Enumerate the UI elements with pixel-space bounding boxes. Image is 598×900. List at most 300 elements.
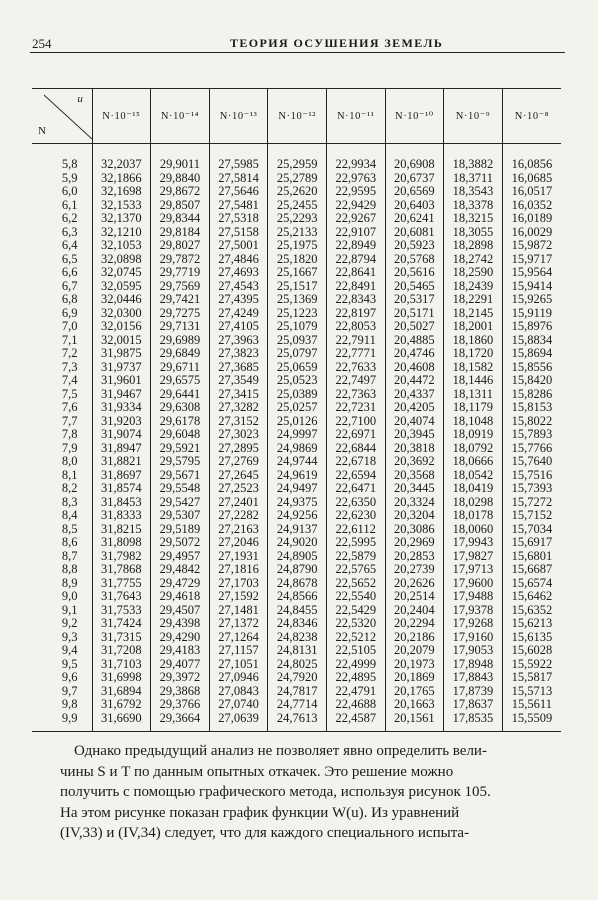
value-cell: 22,4688 [326, 698, 385, 712]
value-cell: 17,9600 [444, 577, 503, 591]
value-cell: 15,7640 [502, 455, 561, 469]
value-cell: 24,9497 [268, 482, 327, 496]
row-label-cell: 6,1 [61, 197, 78, 212]
row-label-cell: 6,2 [61, 211, 78, 225]
value-cell: 29,5307 [151, 509, 210, 523]
value-cell: 20,3324 [385, 496, 444, 510]
value-cell: 27,5158 [209, 226, 268, 240]
value-cell: 16,0189 [502, 212, 561, 226]
value-cell: 20,3945 [385, 428, 444, 442]
value-cell: 31,6690 [92, 712, 151, 732]
value-cell: 20,4205 [385, 401, 444, 415]
value-cell: 20,5171 [385, 307, 444, 321]
row-label-cell: 7,2 [61, 346, 78, 360]
value-cell: 31,8821 [92, 455, 151, 469]
value-cell: 31,9601 [92, 374, 151, 388]
value-cell: 15,7893 [502, 428, 561, 442]
value-cell: 27,3282 [209, 401, 268, 415]
value-cell: 29,4618 [151, 590, 210, 604]
table-row [32, 239, 561, 253]
column-header: N·10⁻¹⁴ [151, 89, 210, 144]
table-row [32, 320, 561, 334]
value-cell: 32,1053 [92, 239, 151, 253]
value-cell: 29,3868 [151, 685, 210, 699]
value-cell: 24,7613 [268, 712, 327, 732]
value-cell: 17,8843 [444, 671, 503, 685]
table-row [32, 401, 561, 415]
value-cell: 18,0298 [444, 496, 503, 510]
value-cell: 15,8834 [502, 334, 561, 348]
value-cell: 20,3568 [385, 469, 444, 483]
table-row [32, 293, 561, 307]
value-cell: 31,7643 [92, 590, 151, 604]
value-cell: 24,8025 [268, 658, 327, 672]
value-cell: 27,1931 [209, 550, 268, 564]
paragraph-line: чины S и T по данным опытных откачек. Это решение можно [60, 763, 454, 780]
row-label-cell: 9,2 [61, 616, 78, 630]
value-cell: 18,0792 [444, 442, 503, 456]
value-cell: 18,2145 [444, 307, 503, 321]
value-cell: 22,7231 [326, 401, 385, 415]
value-cell: 20,6241 [385, 212, 444, 226]
table-row [32, 226, 561, 240]
value-cell: 29,6849 [151, 347, 210, 361]
value-cell: 20,4074 [385, 415, 444, 429]
value-cell: 17,8535 [444, 712, 503, 732]
value-cell: 20,4746 [385, 347, 444, 361]
value-cell: 22,8949 [326, 239, 385, 253]
table-row [32, 388, 561, 402]
value-cell: 27,2401 [209, 496, 268, 510]
data-table [32, 89, 561, 731]
value-cell: 27,4105 [209, 320, 268, 334]
value-cell: 15,9119 [502, 307, 561, 321]
value-cell: 15,9564 [502, 266, 561, 280]
value-cell: 31,8574 [92, 482, 151, 496]
page-number: 254 [32, 36, 52, 51]
value-cell: 29,6441 [151, 388, 210, 402]
value-cell: 20,6403 [385, 199, 444, 213]
value-cell: 18,2742 [444, 253, 503, 267]
value-cell: 29,6308 [151, 401, 210, 415]
value-cell: 25,2959 [268, 158, 327, 172]
row-label-cell: 9,8 [61, 697, 78, 711]
table-row [32, 455, 561, 469]
table-row [32, 482, 561, 496]
row-label-cell: 7,7 [61, 413, 78, 428]
table-row [32, 536, 561, 550]
value-cell: 22,4791 [326, 685, 385, 699]
row-label-cell: 8,9 [61, 575, 78, 590]
table-row [32, 334, 561, 348]
paragraph-line: На этом рисунке показан график функции W(u). Из уравнений [60, 804, 460, 821]
value-cell: 24,9619 [268, 469, 327, 483]
value-cell: 25,0659 [268, 361, 327, 375]
table-row [32, 253, 561, 267]
value-cell: 20,4885 [385, 334, 444, 348]
value-cell: 20,4608 [385, 361, 444, 375]
value-cell: 15,8286 [502, 388, 561, 402]
value-cell: 20,1765 [385, 685, 444, 699]
value-cell: 31,7315 [92, 631, 151, 645]
value-cell: 24,9020 [268, 536, 327, 550]
value-cell: 20,1663 [385, 698, 444, 712]
table-row [32, 347, 561, 361]
value-cell: 18,0919 [444, 428, 503, 442]
value-cell: 27,1703 [209, 577, 268, 591]
value-cell: 17,9713 [444, 563, 503, 577]
value-cell: 27,3823 [209, 347, 268, 361]
value-cell: 25,2133 [268, 226, 327, 240]
value-cell: 31,6998 [92, 671, 151, 685]
value-cell: 20,1973 [385, 658, 444, 672]
value-cell: 15,6352 [502, 604, 561, 618]
value-cell: 27,5985 [209, 158, 268, 172]
value-cell: 27,1372 [209, 617, 268, 631]
table-row [32, 685, 561, 699]
value-cell: 29,4077 [151, 658, 210, 672]
value-cell: 27,1481 [209, 604, 268, 618]
value-cell: 29,8672 [151, 185, 210, 199]
value-cell: 17,9827 [444, 550, 503, 564]
value-cell: 32,1370 [92, 212, 151, 226]
value-cell: 20,2186 [385, 631, 444, 645]
value-cell: 29,5072 [151, 536, 210, 550]
value-cell: 25,2455 [268, 199, 327, 213]
value-cell: 22,4587 [326, 712, 385, 732]
value-cell: 18,1446 [444, 374, 503, 388]
corner-cell [32, 89, 92, 144]
value-cell: 31,9875 [92, 347, 151, 361]
value-cell: 24,7714 [268, 698, 327, 712]
value-cell: 22,6594 [326, 469, 385, 483]
value-cell: 18,2898 [444, 239, 503, 253]
row-label-cell: 6,4 [61, 238, 78, 252]
value-cell: 27,5814 [209, 172, 268, 186]
value-cell: 22,5995 [326, 536, 385, 550]
value-cell: 15,6801 [502, 550, 561, 564]
value-cell: 31,9737 [92, 361, 151, 375]
value-cell: 27,2895 [209, 442, 268, 456]
value-cell: 22,5540 [326, 590, 385, 604]
value-cell: 18,2590 [444, 266, 503, 280]
value-cell: 20,2739 [385, 563, 444, 577]
value-cell: 22,8053 [326, 320, 385, 334]
row-label-cell: 6,8 [61, 292, 78, 306]
value-cell: 29,4729 [151, 577, 210, 591]
table-row [32, 280, 561, 294]
value-cell: 27,4395 [209, 293, 268, 307]
value-cell: 31,7868 [92, 563, 151, 577]
value-cell: 22,5765 [326, 563, 385, 577]
value-cell: 31,9074 [92, 428, 151, 442]
value-cell: 22,4999 [326, 658, 385, 672]
value-cell: 20,6908 [385, 158, 444, 172]
running-title: ТЕОРИЯ ОСУШЕНИЯ ЗЕМЕЛЬ [230, 36, 444, 50]
table-row [32, 158, 561, 172]
value-cell: 29,7421 [151, 293, 210, 307]
table-body [32, 144, 561, 732]
row-label-cell: 7,8 [61, 427, 78, 441]
value-cell: 29,3766 [151, 698, 210, 712]
value-cell: 32,0898 [92, 253, 151, 267]
value-cell: 25,2789 [268, 172, 327, 186]
value-cell: 22,8343 [326, 293, 385, 307]
value-cell: 20,3692 [385, 455, 444, 469]
value-cell: 18,3055 [444, 226, 503, 240]
value-cell: 22,5320 [326, 617, 385, 631]
value-cell: 25,2293 [268, 212, 327, 226]
value-cell: 32,1866 [92, 172, 151, 186]
table-row [32, 523, 561, 537]
value-cell: 22,9763 [326, 172, 385, 186]
row-label-cell: 6,7 [61, 278, 78, 293]
spacer-row [32, 144, 561, 159]
row-label-cell: 7,4 [61, 373, 78, 387]
table-row [32, 361, 561, 375]
value-cell: 22,5105 [326, 644, 385, 658]
value-cell: 15,8556 [502, 361, 561, 375]
value-cell: 18,0419 [444, 482, 503, 496]
body-paragraph [60, 741, 560, 844]
row-label-cell: 6,6 [61, 265, 78, 279]
value-cell: 15,7272 [502, 496, 561, 510]
row-label-cell: 9,7 [61, 683, 78, 698]
value-cell: 15,6574 [502, 577, 561, 591]
value-cell: 22,9934 [326, 158, 385, 172]
value-cell: 15,7766 [502, 442, 561, 456]
value-cell: 25,0797 [268, 347, 327, 361]
row-label-cell: 7,6 [61, 400, 78, 414]
value-cell: 29,8027 [151, 239, 210, 253]
value-cell: 22,9107 [326, 226, 385, 240]
row-label-cell: 8,1 [61, 467, 78, 482]
value-cell: 25,1223 [268, 307, 327, 321]
value-cell: 29,7131 [151, 320, 210, 334]
value-cell: 25,0126 [268, 415, 327, 429]
value-cell: 32,0156 [92, 320, 151, 334]
value-cell: 29,7275 [151, 307, 210, 321]
row-label-cell: 9,5 [61, 656, 78, 671]
value-cell: 27,3963 [209, 334, 268, 348]
value-cell: 22,8641 [326, 266, 385, 280]
value-cell: 27,1816 [209, 563, 268, 577]
table-row [32, 577, 561, 591]
value-cell: 15,7393 [502, 482, 561, 496]
table-row [32, 712, 561, 732]
value-cell: 25,0937 [268, 334, 327, 348]
value-cell: 17,8739 [444, 685, 503, 699]
value-cell: 22,6350 [326, 496, 385, 510]
value-cell: 25,0257 [268, 401, 327, 415]
value-cell: 18,0666 [444, 455, 503, 469]
value-cell: 17,8948 [444, 658, 503, 672]
value-cell: 32,2037 [92, 158, 151, 172]
value-cell: 29,6048 [151, 428, 210, 442]
value-cell: 20,4337 [385, 388, 444, 402]
value-cell: 18,1179 [444, 401, 503, 415]
value-cell: 20,5768 [385, 253, 444, 267]
value-cell: 22,7633 [326, 361, 385, 375]
value-cell: 27,0740 [209, 698, 268, 712]
value-cell: 20,3204 [385, 509, 444, 523]
value-cell: 29,6178 [151, 415, 210, 429]
value-cell: 22,7100 [326, 415, 385, 429]
value-cell: 20,3086 [385, 523, 444, 537]
row-label-cell: 9,3 [61, 629, 78, 644]
row-label-cell: 6,0 [61, 184, 78, 198]
value-cell: 27,3152 [209, 415, 268, 429]
value-cell: 15,8694 [502, 347, 561, 361]
column-header: N·10⁻¹² [268, 89, 327, 144]
row-label-cell: 5,8 [61, 157, 78, 171]
value-cell: 24,9997 [268, 428, 327, 442]
value-cell: 18,1311 [444, 388, 503, 402]
value-cell: 27,3023 [209, 428, 268, 442]
value-cell: 15,5509 [502, 712, 561, 732]
value-cell: 16,0517 [502, 185, 561, 199]
value-cell: 24,9256 [268, 509, 327, 523]
value-cell: 25,1079 [268, 320, 327, 334]
value-cell: 22,7363 [326, 388, 385, 402]
value-cell: 31,9203 [92, 415, 151, 429]
column-header: N·10⁻¹⁵ [92, 89, 151, 144]
table-row [32, 631, 561, 645]
value-cell: 24,9375 [268, 496, 327, 510]
table-row [32, 415, 561, 429]
value-cell: 22,8197 [326, 307, 385, 321]
column-header: N·10⁻⁸ [502, 89, 561, 144]
value-cell: 20,3445 [385, 482, 444, 496]
value-cell: 15,7516 [502, 469, 561, 483]
value-cell: 22,8491 [326, 280, 385, 294]
value-cell: 22,8794 [326, 253, 385, 267]
value-cell: 27,1157 [209, 644, 268, 658]
value-cell: 22,5212 [326, 631, 385, 645]
value-cell: 27,5481 [209, 199, 268, 213]
paragraph-line: Однако предыдущий анализ не позволяет явно определить вели- [74, 743, 487, 759]
value-cell: 31,6894 [92, 685, 151, 699]
table-row [32, 199, 561, 213]
table-row [32, 550, 561, 564]
value-cell: 20,6081 [385, 226, 444, 240]
value-cell: 18,1582 [444, 361, 503, 375]
value-cell: 15,5817 [502, 671, 561, 685]
value-cell: 31,7208 [92, 644, 151, 658]
table-row [32, 590, 561, 604]
value-cell: 18,0542 [444, 469, 503, 483]
value-cell: 25,2620 [268, 185, 327, 199]
value-cell: 24,7817 [268, 685, 327, 699]
value-cell: 18,3711 [444, 172, 503, 186]
row-label-cell: 8,8 [61, 562, 78, 576]
row-label-cell: 6,3 [61, 224, 78, 239]
value-cell: 15,9414 [502, 280, 561, 294]
row-label-cell: 8,4 [61, 508, 78, 522]
value-cell: 24,8905 [268, 550, 327, 564]
value-cell: 31,6792 [92, 698, 151, 712]
value-cell: 18,0178 [444, 509, 503, 523]
table-row [32, 509, 561, 523]
value-cell: 18,2439 [444, 280, 503, 294]
value-cell: 29,4507 [151, 604, 210, 618]
corner-label-u: u [77, 93, 84, 105]
value-cell: 20,4472 [385, 374, 444, 388]
value-cell: 20,3818 [385, 442, 444, 456]
value-cell: 27,4693 [209, 266, 268, 280]
value-cell: 25,1667 [268, 266, 327, 280]
value-cell: 31,7103 [92, 658, 151, 672]
value-cell: 27,4249 [209, 307, 268, 321]
value-cell: 25,1369 [268, 293, 327, 307]
value-cell: 29,4183 [151, 644, 210, 658]
value-cell: 24,8238 [268, 631, 327, 645]
value-cell: 17,9268 [444, 617, 503, 631]
value-cell: 32,0015 [92, 334, 151, 348]
value-cell: 27,1264 [209, 631, 268, 645]
value-cell: 29,6575 [151, 374, 210, 388]
column-header: N·10⁻¹³ [209, 89, 268, 144]
value-cell: 18,1860 [444, 334, 503, 348]
value-cell: 27,5318 [209, 212, 268, 226]
value-cell: 27,2645 [209, 469, 268, 483]
value-cell: 31,7533 [92, 604, 151, 618]
row-label-cell: 9,6 [61, 670, 78, 684]
value-cell: 22,5879 [326, 550, 385, 564]
value-cell: 20,1561 [385, 712, 444, 732]
value-cell: 31,7424 [92, 617, 151, 631]
value-cell: 24,9869 [268, 442, 327, 456]
value-cell: 29,3972 [151, 671, 210, 685]
table-row [32, 644, 561, 658]
value-cell: 22,6971 [326, 428, 385, 442]
value-cell: 27,4543 [209, 280, 268, 294]
value-cell: 24,9744 [268, 455, 327, 469]
row-label-cell: 7,9 [61, 440, 78, 455]
value-cell: 18,1720 [444, 347, 503, 361]
value-cell: 29,8184 [151, 226, 210, 240]
row-label-cell: 8,6 [61, 535, 78, 549]
value-cell: 18,3543 [444, 185, 503, 199]
value-cell: 18,2291 [444, 293, 503, 307]
value-cell: 22,9267 [326, 212, 385, 226]
value-cell: 20,5465 [385, 280, 444, 294]
table-row [32, 374, 561, 388]
table-row [32, 563, 561, 577]
value-cell: 22,9595 [326, 185, 385, 199]
value-cell: 32,0446 [92, 293, 151, 307]
value-cell: 15,6917 [502, 536, 561, 550]
value-cell: 17,9160 [444, 631, 503, 645]
value-cell: 27,2046 [209, 536, 268, 550]
value-cell: 25,1975 [268, 239, 327, 253]
value-cell: 20,2969 [385, 536, 444, 550]
value-cell: 32,1210 [92, 226, 151, 240]
well-function-table [32, 88, 561, 732]
row-label-cell: 9,4 [61, 643, 78, 657]
value-cell: 29,8507 [151, 199, 210, 213]
value-cell: 22,6112 [326, 523, 385, 537]
value-cell: 22,9429 [326, 199, 385, 213]
row-label-cell: 7,0 [61, 319, 78, 333]
value-cell: 29,5921 [151, 442, 210, 456]
value-cell: 22,5652 [326, 577, 385, 591]
value-cell: 32,0745 [92, 266, 151, 280]
table-row [32, 212, 561, 226]
value-cell: 15,8976 [502, 320, 561, 334]
value-cell: 29,7719 [151, 266, 210, 280]
value-cell: 20,6569 [385, 185, 444, 199]
